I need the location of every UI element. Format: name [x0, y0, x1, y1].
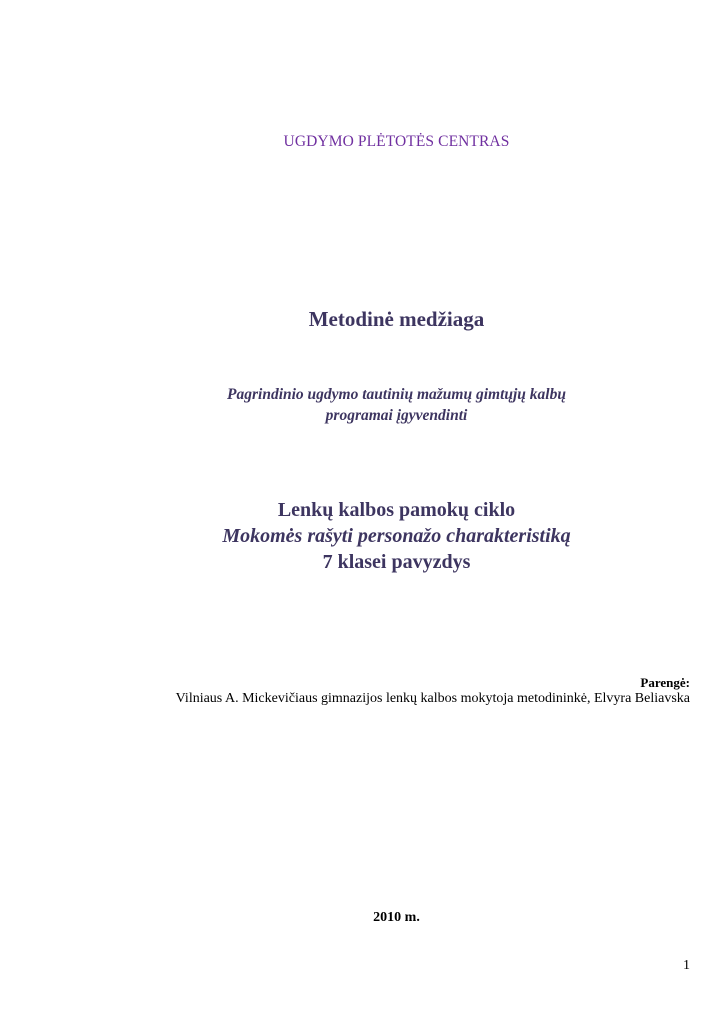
lesson-grade: 7 klasei pavyzdys — [322, 551, 471, 573]
publication-year: 2010 m. — [373, 910, 420, 925]
document-title: Metodinė medžiaga — [308, 307, 485, 331]
prepared-by-label: Parengė: — [640, 675, 690, 690]
author-line: Vilniaus A. Mickevičiaus gimnazijos lenkų kalbos mokytoja metodininkė, Elvyra Beliavska — [175, 691, 690, 706]
subtitle-line-2: programai įgyvendinti — [325, 407, 468, 424]
lesson-topic: Mokomės rašyti personažo charakteristiką — [222, 525, 571, 547]
organization-name: UGDYMO PLĖTOTĖS CENTRAS — [283, 133, 510, 150]
subtitle-line-1: Pagrindinio ugdymo tautinių mažumų gimtųjų kalbų — [227, 386, 566, 403]
page-number: 1 — [683, 958, 690, 973]
lesson-cycle-title: Lenkų kalbos pamokų ciklo — [277, 499, 516, 521]
